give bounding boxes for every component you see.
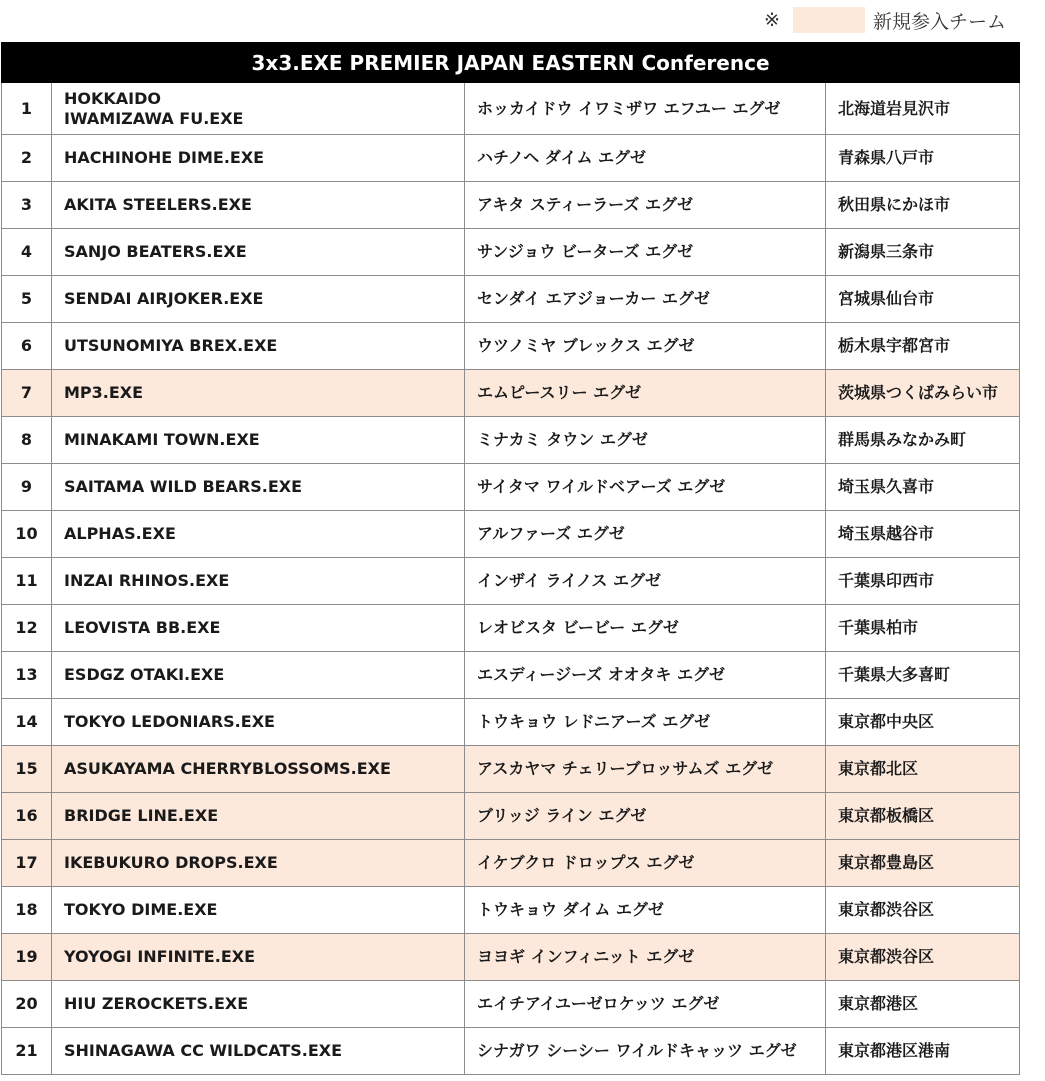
table-row (2, 558, 1020, 605)
team-name-kana: サンジョウ ビーターズ エグゼ (465, 229, 826, 276)
row-number: 2 (2, 135, 52, 182)
team-name-kana: レオビスタ ビービー エグゼ (465, 605, 826, 652)
team-name-kana: アスカヤマ チェリーブロッサムズ エグゼ (465, 746, 826, 793)
team-hometown: 東京都渋谷区 (826, 934, 1020, 981)
row-number: 13 (2, 652, 52, 699)
team-hometown: 千葉県大多喜町 (826, 652, 1020, 699)
row-number: 9 (2, 464, 52, 511)
team-name-en: SENDAI AIRJOKER.EXE (52, 276, 465, 323)
team-name-en: ALPHAS.EXE (52, 511, 465, 558)
table-row (2, 464, 1020, 511)
team-name-kana: ハチノヘ ダイム エグゼ (465, 135, 826, 182)
team-name-en: MP3.EXE (52, 370, 465, 417)
team-hometown: 東京都豊島区 (826, 840, 1020, 887)
legend-new-team-swatch (793, 7, 865, 33)
team-hometown: 新潟県三条市 (826, 229, 1020, 276)
row-number: 12 (2, 605, 52, 652)
team-hometown: 栃木県宇都宮市 (826, 323, 1020, 370)
team-hometown: 埼玉県越谷市 (826, 511, 1020, 558)
team-name-kana: エスディージーズ オオタキ エグゼ (465, 652, 826, 699)
team-hometown: 北海道岩見沢市 (826, 83, 1020, 135)
row-number: 4 (2, 229, 52, 276)
table-row (2, 981, 1020, 1028)
team-name-kana: サイタマ ワイルドベアーズ エグゼ (465, 464, 826, 511)
team-rows (2, 83, 1020, 1075)
team-name-en: BRIDGE LINE.EXE (52, 793, 465, 840)
team-table (1, 42, 1020, 1075)
table-row (2, 887, 1020, 934)
team-name-en: IKEBUKURO DROPS.EXE (52, 840, 465, 887)
table-row (2, 605, 1020, 652)
table-row (2, 793, 1020, 840)
team-hometown: 千葉県柏市 (826, 605, 1020, 652)
table-row (2, 1028, 1020, 1075)
team-name-en: AKITA STEELERS.EXE (52, 182, 465, 229)
team-name-en: TOKYO LEDONIARS.EXE (52, 699, 465, 746)
team-name-en: SAITAMA WILD BEARS.EXE (52, 464, 465, 511)
team-hometown: 東京都港区 (826, 981, 1020, 1028)
team-name-en: ASUKAYAMA CHERRYBLOSSOMS.EXE (52, 746, 465, 793)
table-row (2, 370, 1020, 417)
team-name-en: HIU ZEROCKETS.EXE (52, 981, 465, 1028)
team-name-en: TOKYO DIME.EXE (52, 887, 465, 934)
row-number: 7 (2, 370, 52, 417)
team-name-en: HACHINOHE DIME.EXE (52, 135, 465, 182)
team-name-kana: イケブクロ ドロップス エグゼ (465, 840, 826, 887)
team-name-kana: ブリッジ ライン エグゼ (465, 793, 826, 840)
table-row (2, 182, 1020, 229)
team-name-kana: エムピースリー エグゼ (465, 370, 826, 417)
team-name-kana: ウツノミヤ ブレックス エグゼ (465, 323, 826, 370)
team-name-en: LEOVISTA BB.EXE (52, 605, 465, 652)
team-hometown: 宮城県仙台市 (826, 276, 1020, 323)
table-row (2, 229, 1020, 276)
team-hometown: 東京都渋谷区 (826, 887, 1020, 934)
legend (764, 6, 1006, 34)
team-hometown: 東京都北区 (826, 746, 1020, 793)
row-number: 14 (2, 699, 52, 746)
row-number: 15 (2, 746, 52, 793)
row-number: 6 (2, 323, 52, 370)
row-number: 5 (2, 276, 52, 323)
row-number: 3 (2, 182, 52, 229)
team-name-kana: センダイ エアジョーカー エグゼ (465, 276, 826, 323)
table-row (2, 934, 1020, 981)
table-row (2, 746, 1020, 793)
legend-note-mark: ※ (764, 9, 780, 31)
team-hometown: 東京都板橋区 (826, 793, 1020, 840)
team-name-en: SANJO BEATERS.EXE (52, 229, 465, 276)
team-name-en: MINAKAMI TOWN.EXE (52, 417, 465, 464)
team-name-kana: トウキョウ ダイム エグゼ (465, 887, 826, 934)
team-name-en: INZAI RHINOS.EXE (52, 558, 465, 605)
table-row (2, 417, 1020, 464)
team-name-kana: アキタ スティーラーズ エグゼ (465, 182, 826, 229)
table-row (2, 135, 1020, 182)
team-name-kana: シナガワ シーシー ワイルドキャッツ エグゼ (465, 1028, 826, 1075)
team-hometown: 東京都港区港南 (826, 1028, 1020, 1075)
team-name-en: SHINAGAWA CC WILDCATS.EXE (52, 1028, 465, 1075)
table-title-row (2, 43, 1020, 83)
team-hometown: 青森県八戸市 (826, 135, 1020, 182)
team-name-kana: ホッカイドウ イワミザワ エフユー エグゼ (465, 83, 826, 135)
team-name-kana: エイチアイユーゼロケッツ エグゼ (465, 981, 826, 1028)
team-hometown: 東京都中央区 (826, 699, 1020, 746)
team-name-kana: ミナカミ タウン エグゼ (465, 417, 826, 464)
row-number: 8 (2, 417, 52, 464)
team-hometown: 茨城県つくばみらい市 (826, 370, 1020, 417)
table-title: 3x3.EXE PREMIER JAPAN EASTERN Conference (2, 43, 1020, 83)
table-row (2, 323, 1020, 370)
team-hometown: 千葉県印西市 (826, 558, 1020, 605)
row-number: 21 (2, 1028, 52, 1075)
team-name-kana: インザイ ライノス エグゼ (465, 558, 826, 605)
team-hometown: 秋田県にかほ市 (826, 182, 1020, 229)
table-row (2, 652, 1020, 699)
team-name-en: ESDGZ OTAKI.EXE (52, 652, 465, 699)
team-name-en: YOYOGI INFINITE.EXE (52, 934, 465, 981)
team-hometown: 埼玉県久喜市 (826, 464, 1020, 511)
row-number: 18 (2, 887, 52, 934)
legend-label: 新規参入チーム (873, 10, 1007, 33)
table-row (2, 511, 1020, 558)
team-name-en: UTSUNOMIYA BREX.EXE (52, 323, 465, 370)
team-hometown: 群馬県みなかみ町 (826, 417, 1020, 464)
row-number: 1 (2, 83, 52, 135)
row-number: 11 (2, 558, 52, 605)
row-number: 19 (2, 934, 52, 981)
team-name-kana: トウキョウ レドニアーズ エグゼ (465, 699, 826, 746)
table-row (2, 276, 1020, 323)
row-number: 17 (2, 840, 52, 887)
row-number: 10 (2, 511, 52, 558)
table-row (2, 840, 1020, 887)
team-name-kana: アルファーズ エグゼ (465, 511, 826, 558)
row-number: 20 (2, 981, 52, 1028)
team-name-en: HOKKAIDO IWAMIZAWA FU.EXE (52, 83, 465, 135)
team-name-kana: ヨヨギ インフィニット エグゼ (465, 934, 826, 981)
table-row (2, 699, 1020, 746)
row-number: 16 (2, 793, 52, 840)
table-row (2, 83, 1020, 135)
